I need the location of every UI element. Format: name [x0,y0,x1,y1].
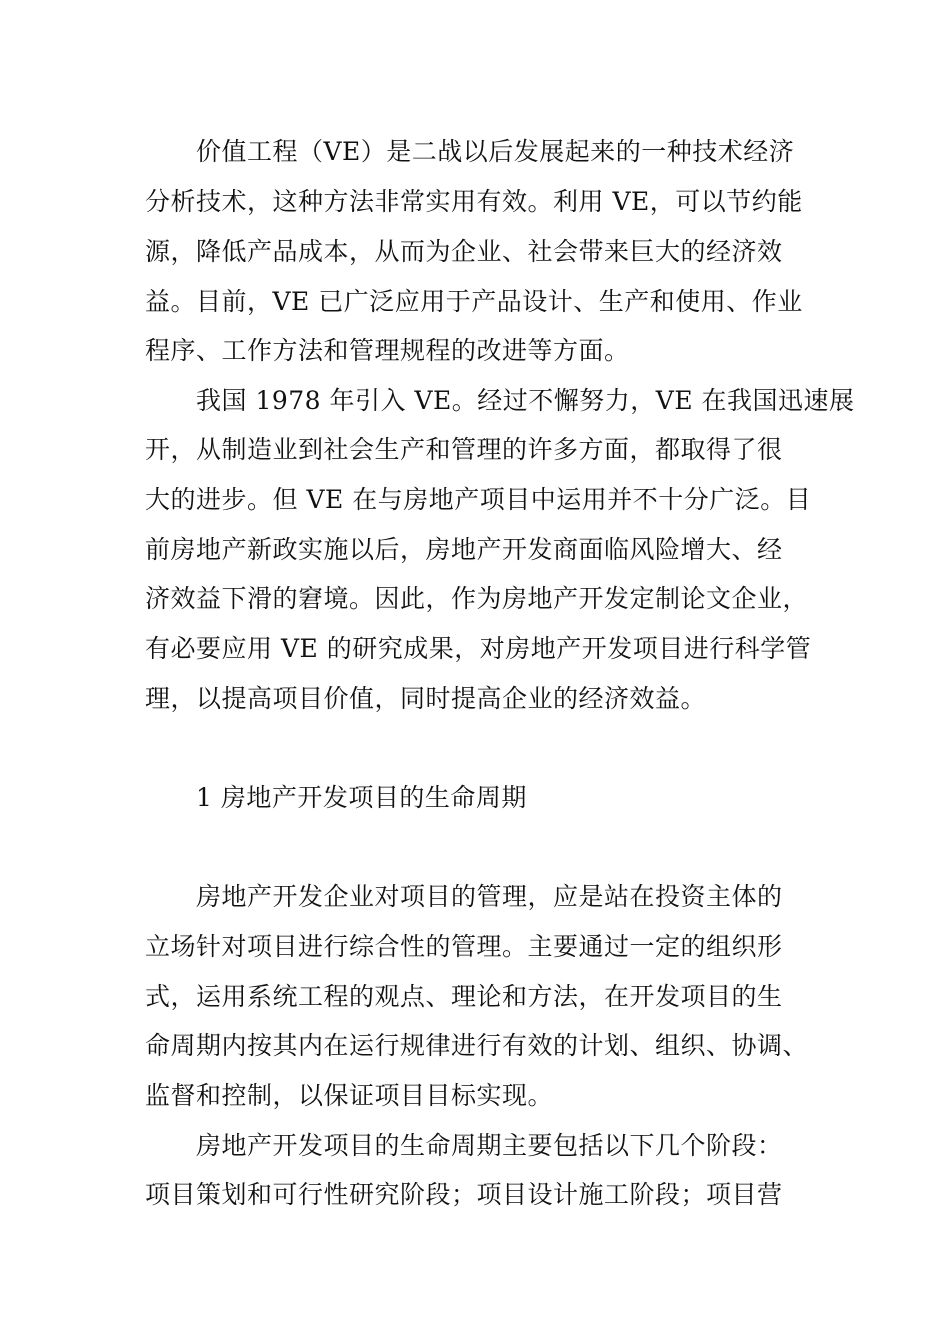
paragraph-1-line-3: 源，降低产品成本，从而为企业、社会带来巨大的经济效 [145,237,783,266]
paragraph-2-line-5: 济效益下滑的窘境。因此，作为房地产开发定制论文企业， [145,584,809,613]
paragraph-2-line-6: 有必要应用 VE 的研究成果，对房地产开发项目进行科学管 [145,634,812,663]
paragraph-3-line-2: 立场针对项目进行综合性的管理。主要通过一定的组织形 [145,932,783,961]
paragraph-3-line-1: 房地产开发企业对项目的管理，应是站在投资主体的 [196,882,783,911]
paragraph-3-line-3: 式，运用系统工程的观点、理论和方法，在开发项目的生 [145,982,783,1011]
paragraph-1-line-5: 程序、工作方法和管理规程的改进等方面。 [145,336,630,365]
paragraph-2-line-3: 大的进步。但 VE 在与房地产项目中运用并不十分广泛。目 [145,485,812,514]
paragraph-2-line-7: 理，以提高项目价值，同时提高企业的经济效益。 [145,684,707,713]
paragraph-1-line-4: 益。目前，VE 已广泛应用于产品设计、生产和使用、作业 [145,287,803,316]
paragraph-4-line-1: 房地产开发项目的生命周期主要包括以下几个阶段： [196,1131,783,1160]
paragraph-1-line-1: 价值工程（VE）是二战以后发展起来的一种技术经济 [196,137,795,166]
paragraph-1-line-2: 分析技术，这种方法非常实用有效。利用 VE，可以节约能 [145,187,803,216]
paragraph-2-line-1: 我国 1978 年引入 VE。经过不懈努力，VE 在我国迅速展 [196,386,855,415]
paragraph-4-line-2: 项目策划和可行性研究阶段；项目设计施工阶段；项目营 [145,1180,783,1209]
paragraph-3-line-5: 监督和控制，以保证项目目标实现。 [145,1081,554,1110]
paragraph-3-line-4: 命周期内按其内在运行规律进行有效的计划、组织、协调、 [145,1031,809,1060]
paragraph-2-line-2: 开，从制造业到社会生产和管理的许多方面，都取得了很 [145,435,783,464]
section-heading: 1 房地产开发项目的生命周期 [196,783,527,812]
paragraph-2-line-4: 前房地产新政实施以后，房地产开发商面临风险增大、经 [145,535,783,564]
